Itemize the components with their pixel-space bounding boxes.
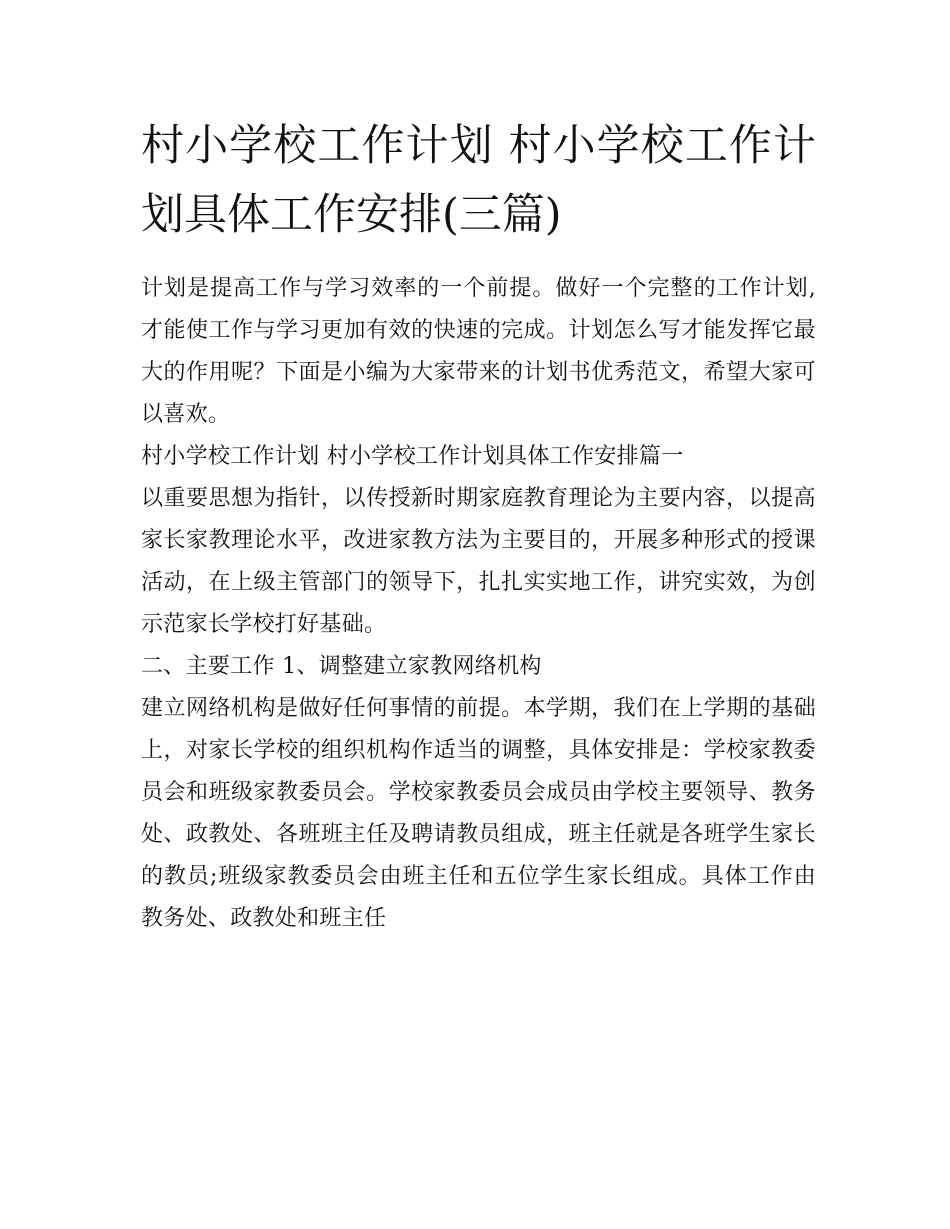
body-paragraph-1: 以重要思想为指针，以传授新时期家庭教育理论为主要内容，以提高家长家教理论水平，改进家教方法为主要目的，开展多种形式的授课活动，在上级主管部门的领导下，扎扎实实地工作，讲究实效，为创示范家长学校打好基础。 [141, 486, 816, 637]
document-title: 村小学校工作计划 村小学校工作计划具体工作安排(三篇) [141, 121, 816, 240]
section-heading: 村小学校工作计划 村小学校工作计划具体工作安排篇一 [141, 444, 684, 469]
intro-paragraph: 计划是提高工作与学习效率的一个前提。做好一个完整的工作计划,才能使工作与学习更加有效的快速的完成。计划怎么写才能发挥它最大的作用呢？下面是小编为大家带来的计划书优秀范文，希望大家可以喜欢。 [141, 276, 816, 427]
document-body [141, 112, 816, 940]
body-paragraph-2: 建立网络机构是做好任何事情的前提。本学期，我们在上学期的基础上，对家长学校的组织机构作适当的调整，具体安排是：学校家教委员会和班级家教委员会。学校家教委员会成员由学校主要领导、教务处、政教处、各班班主任及聘请教员组成，班主任就是各班学生家长的教员;班级家教委员会由班主任和五位学生家长组成。具体工作由教务处、政教处和班主任 [141, 696, 816, 931]
subheading: 二、主要工作 1、调整建立家教网络机构 [141, 654, 542, 679]
